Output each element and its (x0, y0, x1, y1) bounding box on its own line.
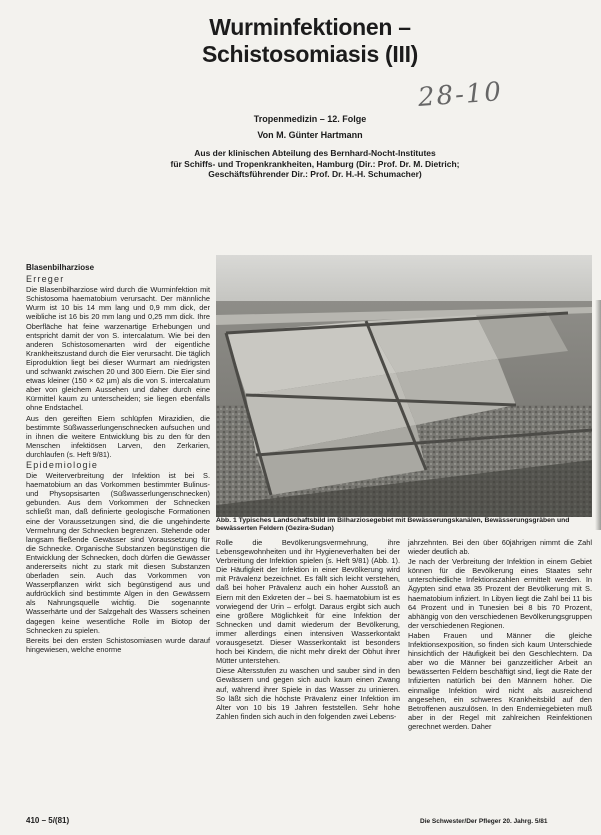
caption-text: Typisches Landschaftsbild im Bilharziosegebiet mit Bewässerungskanälen, Bewässerungsgräben und bewässerten Feldern (Gezira-Sudan) (216, 517, 570, 533)
paragraph: Diese Altersstufen zu waschen und sauber sind in den Gewässern und gegen sich auch kaum einen Zwang auf, während ihrer Spiele in das Wasser zu urinieren. So läßt sich die höchste Prävalenz einer Infektion im Alter von 10 bis 19 Jahren feststellen. Sehr hohe Zahlen finden sich auch in den folgenden zwei Lebens- (216, 666, 400, 721)
section-heading: Blasenbilharziose (26, 263, 95, 272)
subheading-erreger: Erreger (26, 274, 65, 285)
subheading-epidemiologie: Epidemiologie (26, 459, 99, 470)
series-label: Tropenmedizin – 12. Folge (253, 114, 367, 124)
figure-caption (216, 517, 596, 534)
affiliation (100, 148, 530, 180)
article-title (120, 14, 500, 68)
paragraph: Die Blasenbilharziose wird durch die Wurminfektion mit Schistosoma haematobium verursacht. Der männliche Wurm ist 10 bis 14 mm lang und 0,9 mm dick, der weibliche ist 16 bis 20 mm lang und 0,25 mm dick. Ihre Oberfläche hat feine warzenartige Erhebungen und entspricht damit der von S. intercalatum. Wie bei den anderen Schistosomenarten wird der eigentliche Krankheitszustand durch die Eier verursacht. Die täglich Eiproduktion liegt bei dieser Wurmart am niedrigsten und schwankt zwischen 20 und 300 Eiern. Die Eier sind etwas kleiner (150 × 62 µm) als die von S. intercalatum aber von gleichem Aussehen und daher durch eine Kürmittel kaum zu unterscheiden; sie liegen ebenfalls ohne Endstachel. (26, 285, 210, 413)
paragraph: Bereits bei den ersten Schistosomiasen wurde darauf hingewiesen, welche enorme (26, 635, 210, 654)
scan-edge-shadow (595, 300, 601, 530)
column-1 (26, 263, 210, 655)
paragraph: Rolle die Bevölkerungsvermehrung, ihre Lebensgewohnheiten und ihr Hygieneverhalten bei der Verbreitung der Infektion spielen (s. Heft 9/81) (Abb. 1). Die Häufigkeit der Infektion in einer Bevölkerung wird mit Prävalenz bezeichnet. Es fällt sich leicht verstehen, daß bei hoher Prävalenz auch ein hoher Ausstoß an Eiern mit den Exkreten der – bei S. haematobium ist es vorwiegend der Urin – erfolgt. Daraus ergibt sich auch eine größere Möglichkeit für eine Infektion der Schnecken und damit wiederum der Bevölkerung, immer allerdings einen intensiven Wasserkontakt vorausgesetzt. Dieser Wasserkontakt ist besonders hoch bei Kindern, die nicht mehr direkt der Obhut ihrer Mütter unterstehen. (216, 538, 400, 666)
handwritten-note: 28-10 (417, 77, 504, 113)
author-line: Von M. Günter Hartmann (257, 130, 363, 140)
affiliation-line-1: Aus der klinischen Abteilung des Bernhard-Nocht-Institutes (194, 148, 436, 158)
page-number: 410 – 5/(81) (26, 816, 70, 825)
photo-illustration (216, 255, 592, 517)
paragraph: Die Weiterverbreitung der Infektion ist bei S. haematobium an das Vorkommen bestimmter Bulinus- und Physopsisarten (Süßwasserlungenschnecken) gebunden. Aus dem Vorkommen der Schnecken schließt man, daß definierte geologische Formationen eine der Voraussetzungen sind, die die ungehinderte Vermehrung der Schnecken begrenzen. Stehende oder langsam fließende Gewässer sind Voraussetzung für die Schnecke. Organische Substanzen begünstigen die Entwicklung der Schnecken, doch dürfen die Gewässer andererseits nicht zu stark mit diesen Substanzen überladen sein. Auch das Vorkommen von Wasserpflanzen wirkt sich begünstigend aus und aufdrücklich sind bestimmte Algen in den Gewässern als Nahrungsquelle wichtig. Die sogenannte Wasserhärte und der Salzgehalt des Wassers scheinen dagegen keine wesentliche Rolle im Biotop der Schnecken zu spielen. (26, 471, 210, 635)
journal-footer: Die Schwester/Der Pfleger 20. Jahrg. 5/81 (420, 818, 548, 825)
paragraph: Aus den gereiften Eiern schlüpfen Mirazidien, die bestimmte Süßwasserlungenschnecken aufsuchen und in ihnen die weitere Entwicklung bis zu den für den Menschen infektiösen Larven, den Zerkarien, durchlaufen (s. Heft 9/81). (26, 413, 210, 459)
column-3 (408, 538, 592, 732)
landscape-photo (216, 255, 592, 517)
column-2 (216, 538, 400, 722)
title-line-1: Wurminfektionen – (209, 14, 411, 40)
paragraph: Haben Frauen und Männer die gleiche Infektionsexposition, so finden sich kaum Unterschiede hinsichtlich der Häufigkeit bei den Geschlechtern. Da aber wo die Männer bei ganzzeitlicher Arbeit an bewässerten Feldern beschäftigt sind, liegt die Rate der Infizierten natürlich bei den Männern höher. Die einmalige Infektion wird nicht als ausreichend angesehen, ein schweres Krankheitsbild auf den Betroffenen auszulösen. In den Endemiegebieten muß aber in der Regel mit zahlreichen Reinfektionen gerechnet werden. Daher (408, 630, 592, 731)
paragraph: jahrzehnten. Bei den über 60jährigen nimmt die Zahl wieder deutlich ab. (408, 538, 592, 557)
title-line-2: Schistosomiasis (III) (201, 41, 419, 67)
caption-label: Abb. 1 (216, 517, 237, 524)
affiliation-line-2: für Schiffs- und Tropenkrankheiten, Hamburg (Dir.: Prof. Dr. M. Dietrich; (170, 158, 460, 169)
paragraph: Je nach der Verbreitung der Infektion in einem Gebiet können für die Bevölkerung eines Staates sehr unterschiedliche Infektionszahlen ermittelt werden. In Ägypten sind etwa 35 Prozent der Bevölkerung mit S. haematobium infiziert. In Libyen liegt die Zahl bei 11 bis 64 Prozent und in Tunesien bei 8 bis 70 Prozent, abhängig von den verschiedenen Bevölkerungsgruppen der verschiedenen Regionen. (408, 557, 592, 630)
affiliation-line-3: Geschäftsführender Dir.: Prof. Dr. H.-H. Schumacher) (208, 169, 422, 179)
